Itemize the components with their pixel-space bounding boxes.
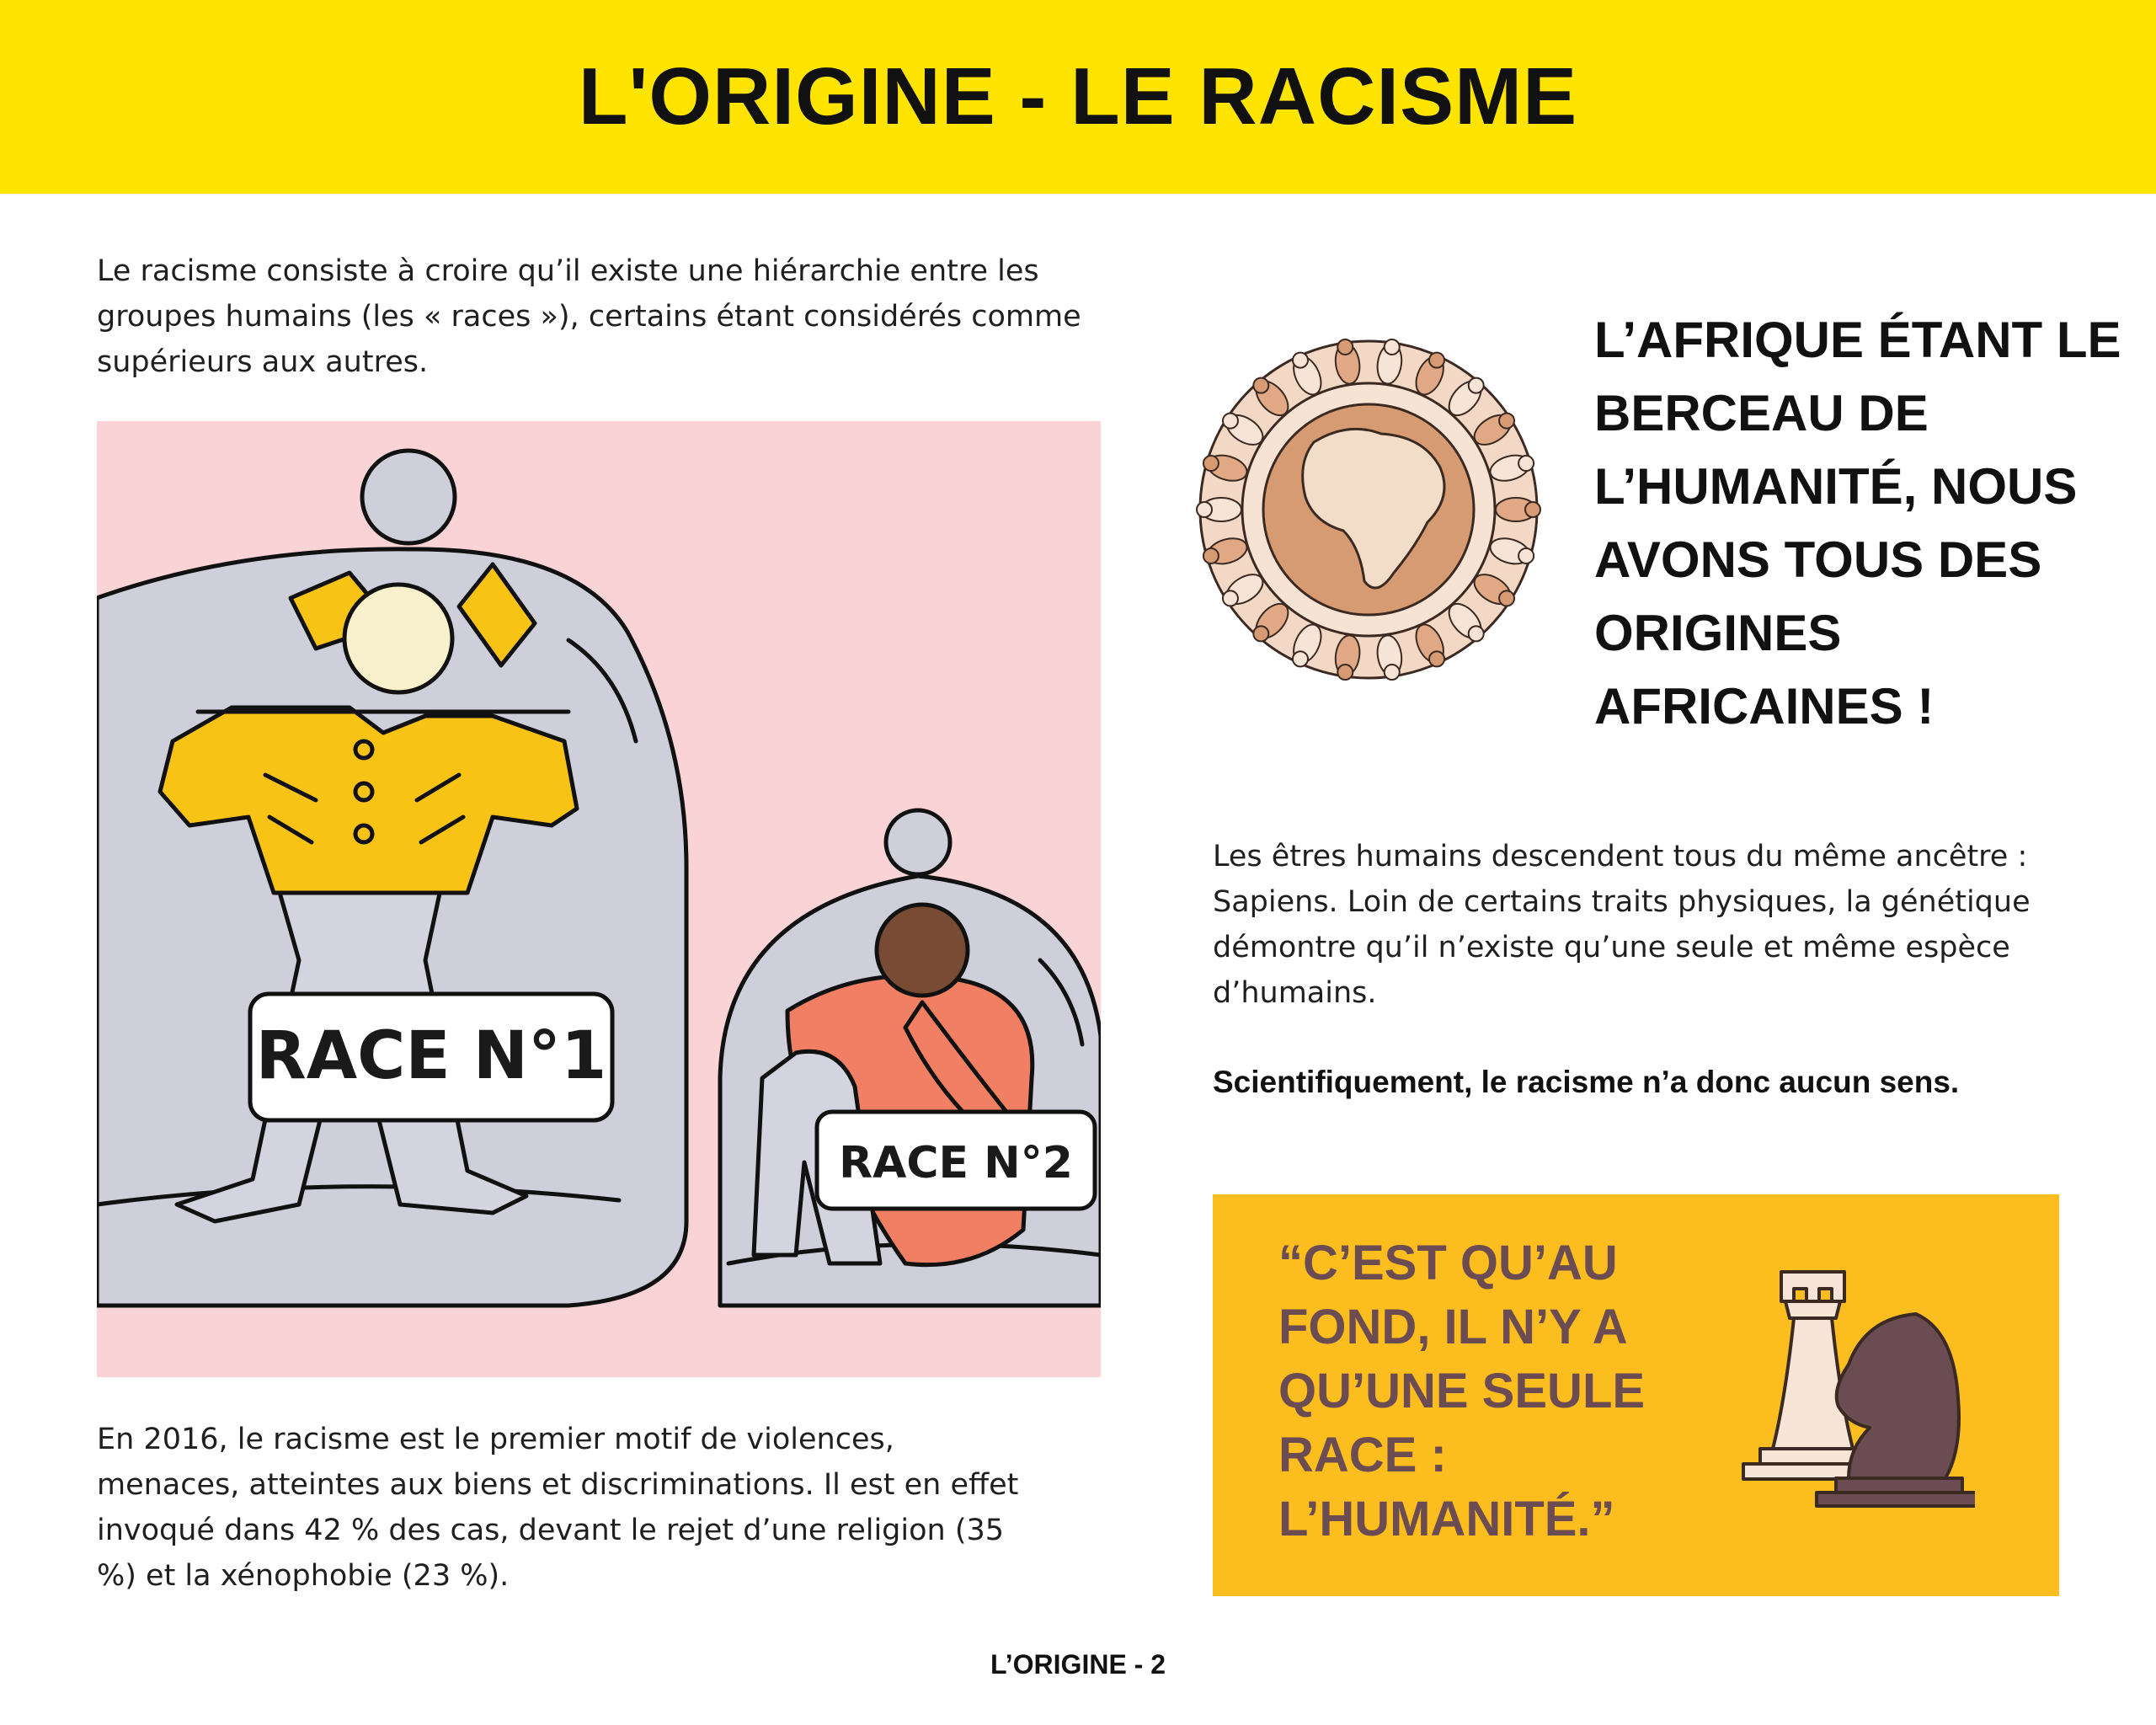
race-2-label: RACE N°2	[839, 1138, 1073, 1188]
intro-paragraph: Le racisme consiste à croire qu’il existe une hiérarchie entre les groupes humains (les « races »), certains étant considérés comme supérieurs aux autres.	[97, 254, 1081, 379]
page-footer: L’ORIGINE - 2	[990, 1649, 1166, 1680]
page-title: L'ORIGINE - LE RACISME	[578, 51, 1578, 142]
stats-paragraph: En 2016, le racisme est le premier motif de violences, menaces, atteintes aux biens et discriminations. Il est en effet invoqué dans 42 % des cas, devant le rejet d’une religion (35 %) et la xénophobie (23 %).	[97, 1423, 1019, 1593]
conclusion-text: Scientifiquement, le racisme n’a donc aucun sens.	[1213, 1065, 1960, 1099]
chess-rook-knight-icon	[1722, 1255, 1975, 1508]
africa-headline: L’AFRIQUE ÉTANT LE BERCEAU DE L’HUMANITÉ, NOUS AVONS TOUS DES ORIGINES AFRICAINES !	[1594, 312, 2121, 734]
globe-people-circle-icon	[1187, 328, 1550, 691]
race-1-label: RACE N°1	[255, 1018, 607, 1094]
science-paragraph: Les êtres humains descendent tous du même ancêtre : Sapiens. Loin de certains traits physiques, la génétique démontre qu’il n’existe qu’une seule et même espèce d’humains.	[1213, 840, 2031, 1010]
bell-jar-illustration	[97, 421, 1101, 1377]
quote-text: “C’EST QU’AU FOND, IL N’Y A QU’UNE SEULE RACE : L’HUMANITÉ.”	[1278, 1236, 1646, 1546]
